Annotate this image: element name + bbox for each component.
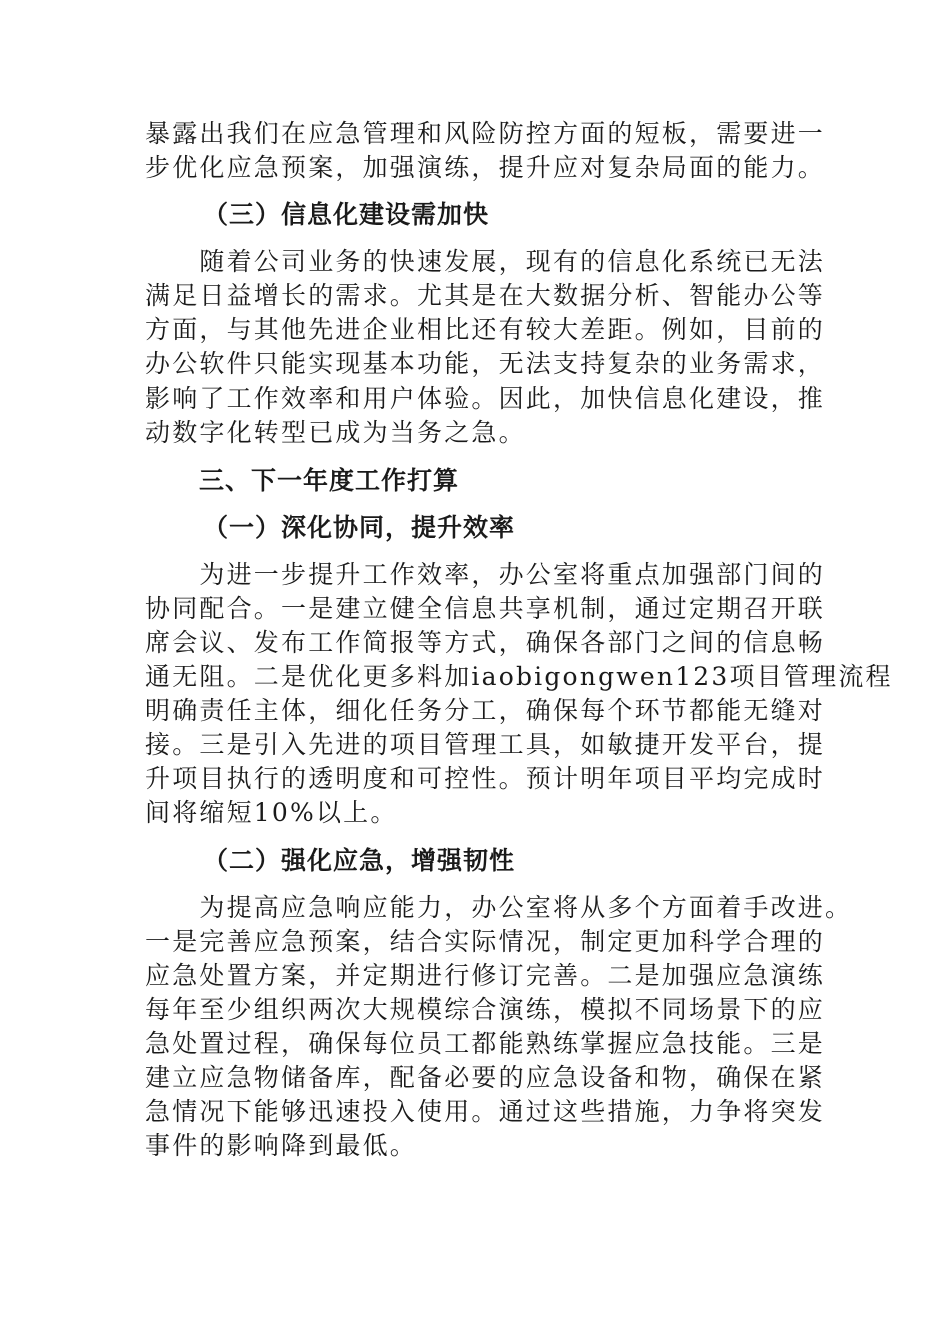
text-line: 席会议、发布工作简报等方式，确保各部门之间的信息畅 — [145, 627, 826, 657]
text-line: 通无阻。二是优化更多料加iaobigongwen123项目管理流程 — [145, 662, 893, 692]
text-line: 为提高应急响应能力，办公室将从多个方面着手改进。 — [145, 892, 853, 922]
text-line: 方面，与其他先进企业相比还有较大差距。例如，目前的 — [145, 315, 826, 345]
paragraph-collaboration — [145, 558, 893, 831]
paragraph-risk-shortcomings — [145, 117, 826, 185]
text-line: 急处置过程，确保每位员工都能熟练掌握应急技能。三是 — [145, 1028, 826, 1058]
document-page — [145, 117, 893, 1163]
paragraph-informatization — [145, 245, 826, 450]
text-line: 协同配合。一是建立健全信息共享机制，通过定期召开联 — [145, 593, 826, 623]
subheading-emergency: （二）强化应急，增强韧性 — [203, 845, 516, 875]
text-line: 明确责任主体，细化任务分工，确保每个环节都能无缝对 — [145, 696, 826, 726]
section-heading-next-year-plan: 三、下一年度工作打算 — [199, 465, 460, 495]
text-line: 升项目执行的透明度和可控性。预计明年项目平均完成时 — [145, 764, 826, 794]
text-line: 接。三是引入先进的项目管理工具，如敏捷开发平台，提 — [145, 730, 826, 760]
text-line: 动数字化转型已成为当务之急。 — [145, 417, 526, 447]
text-line: 满足日益增长的需求。尤其是在大数据分析、智能办公等 — [145, 281, 826, 311]
text-line: 影响了工作效率和用户体验。因此，加快信息化建设，推 — [145, 383, 826, 413]
text-line: 办公软件只能实现基本功能，无法支持复杂的业务需求， — [145, 349, 826, 379]
text-line: 每年至少组织两次大规模综合演练，模拟不同场景下的应 — [145, 994, 826, 1024]
subheading-collaboration: （一）深化协同，提升效率 — [203, 512, 516, 542]
text-line: 步优化应急预案，加强演练，提升应对复杂局面的能力。 — [145, 153, 826, 183]
subheading-informatization: （三）信息化建设需加快 — [203, 200, 490, 230]
text-line: 为进一步提升工作效率，办公室将重点加强部门间的 — [145, 559, 826, 589]
text-line: 应急处置方案，并定期进行修订完善。二是加强应急演练 — [145, 960, 826, 990]
text-line: 建立应急物储备库，配备必要的应急设备和物，确保在紧 — [145, 1062, 826, 1092]
text-line: 一是完善应急预案，结合实际情况，制定更加科学合理的 — [145, 926, 826, 956]
text-line: 暴露出我们在应急管理和风险防控方面的短板，需要进一 — [145, 119, 826, 148]
paragraph-emergency — [145, 891, 853, 1164]
text-line: 随着公司业务的快速发展，现有的信息化系统已无法 — [145, 247, 826, 277]
text-line: 事件的影响降到最低。 — [145, 1131, 418, 1161]
text-line: 急情况下能够迅速投入使用。通过这些措施，力争将突发 — [145, 1097, 826, 1127]
text-line: 间将缩短10%以上。 — [145, 798, 398, 828]
